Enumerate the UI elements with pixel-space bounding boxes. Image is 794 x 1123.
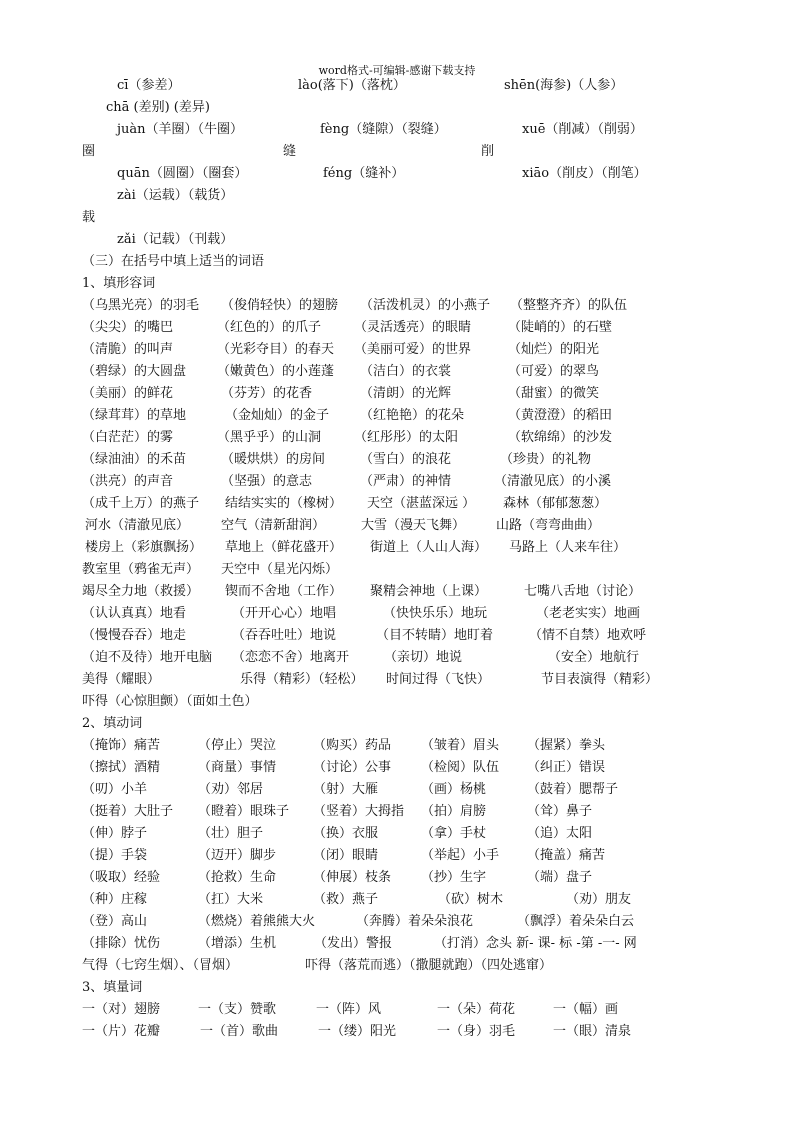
poly-text: chā (差别) (差异) xyxy=(106,100,210,115)
word-item: （举起）小手 xyxy=(421,848,500,863)
word-item: 聚精会神地（上课） xyxy=(370,584,488,599)
word-item: 一（片）花瓣 xyxy=(82,1024,161,1039)
word-item: （抢救）生命 xyxy=(198,870,277,885)
word-item: （拿）手杖 xyxy=(421,826,487,841)
word-item: （乌黑光亮）的羽毛 xyxy=(82,298,200,313)
word-item: （开开心心）地唱 xyxy=(232,606,337,621)
word-item: 山路（弯弯曲曲） xyxy=(496,518,601,533)
word-item: 天空中（星光闪烁） xyxy=(221,562,339,577)
word-item: 吓得（落荒而逃）（撒腿就跑）（四处逃窜） xyxy=(305,958,553,973)
word-item: 一（眼）清泉 xyxy=(553,1024,632,1039)
poly-text: fèng（缝隙）（裂缝） xyxy=(320,122,447,137)
page-header: word格式-可编辑-感谢下载支持 xyxy=(318,64,476,77)
word-item: （情不自禁）地欢呼 xyxy=(529,628,647,643)
word-item: （美丽可爱）的世界 xyxy=(354,342,472,357)
word-item: （换）衣服 xyxy=(313,826,379,841)
word-item: 马路上（人来车往） xyxy=(509,540,627,555)
word-item: （快快乐乐）地玩 xyxy=(383,606,488,621)
poly-char: 圈 xyxy=(82,144,96,159)
word-item: 竭尽全力地（救援） xyxy=(82,584,200,599)
word-item: （伸展）枝条 xyxy=(313,870,392,885)
word-item: 气得（七窍生烟）、（冒烟） xyxy=(82,958,239,973)
word-item: 一（首）歌曲 xyxy=(200,1024,279,1039)
word-item: （握紧）拳头 xyxy=(527,738,606,753)
word-item: 结结实实的（橡树） xyxy=(225,496,343,511)
word-item: （活泼机灵）的小燕子 xyxy=(360,298,491,313)
poly-text: shēn(海参)（人参） xyxy=(504,78,624,93)
word-item: （竖着）大拇指 xyxy=(313,804,405,819)
word-item: 七嘴八舌地（讨论） xyxy=(524,584,642,599)
word-item: （俊俏轻快）的翅膀 xyxy=(221,298,339,313)
word-item: （飘浮）着朵朵白云 xyxy=(517,914,635,929)
word-item: 大雪（漫天飞舞） xyxy=(361,518,466,533)
subsection-title: 3、填量词 xyxy=(82,980,143,995)
word-item: （软绵绵）的沙发 xyxy=(508,430,613,445)
word-item: （坚强）的意志 xyxy=(221,474,313,489)
word-item: （成千上万）的燕子 xyxy=(82,496,200,511)
poly-char: 载 xyxy=(82,210,96,225)
word-item: （发出）警报 xyxy=(314,936,393,951)
word-item: （碧绿）的大圆盘 xyxy=(82,364,187,379)
word-item: 一（支）赞歌 xyxy=(198,1002,277,1017)
word-item: （劝）朋友 xyxy=(566,892,632,907)
word-item: （红色的）的爪子 xyxy=(217,320,322,335)
word-item: （绿油油）的禾苗 xyxy=(82,452,187,467)
word-item: （老老实实）地画 xyxy=(536,606,641,621)
poly-text: juàn（羊圈）（牛圈） xyxy=(117,122,244,137)
word-item: （珍贵）的礼物 xyxy=(500,452,592,467)
word-item: （画）杨桃 xyxy=(421,782,487,797)
word-item: （擦拭）酒精 xyxy=(82,760,161,775)
word-item: （慢慢吞吞）地走 xyxy=(82,628,187,643)
word-item: （雪白）的浪花 xyxy=(360,452,452,467)
word-item: （暖烘烘）的房间 xyxy=(221,452,326,467)
word-item: 空气（清新甜润） xyxy=(221,518,326,533)
word-item: 河水（清澈见底） xyxy=(85,518,190,533)
word-item: 教室里（鸦雀无声） xyxy=(82,562,200,577)
poly-text: xiāo（削皮）（削笔） xyxy=(522,166,647,181)
word-item: （安全）地航行 xyxy=(548,650,640,665)
word-item: （白茫茫）的雾 xyxy=(82,430,174,445)
word-item: （甜蜜）的微笑 xyxy=(508,386,600,401)
word-item: （恋恋不舍）地离开 xyxy=(232,650,350,665)
word-item: （认认真真）地看 xyxy=(82,606,187,621)
word-item: （打消）念头 新- 课- 标 -第 -一- 网 xyxy=(434,936,637,951)
word-item: 锲而不舍地（工作） xyxy=(225,584,343,599)
word-item: （芬芳）的花香 xyxy=(221,386,313,401)
subsection-title: 1、填形容词 xyxy=(82,276,156,291)
word-item: （讨论）公事 xyxy=(313,760,392,775)
word-item: （美丽）的鲜花 xyxy=(82,386,174,401)
poly-text: zǎi（记载）（刊载） xyxy=(117,232,234,247)
poly-char: 削 xyxy=(481,144,495,159)
word-item: （拍）肩膀 xyxy=(421,804,487,819)
word-item: （燃烧）着熊熊大火 xyxy=(198,914,316,929)
word-item: 乐得（精彩）（轻松） xyxy=(240,672,364,687)
word-item: （吸取）经验 xyxy=(82,870,161,885)
word-item: （检阅）队伍 xyxy=(421,760,500,775)
word-item: （闭）眼睛 xyxy=(313,848,379,863)
word-item: （端）盘子 xyxy=(527,870,593,885)
word-item: 时间过得（飞快） xyxy=(386,672,491,687)
word-item: （掩饰）痛苦 xyxy=(82,738,161,753)
word-item: （增添）生机 xyxy=(198,936,277,951)
word-item: 美得（耀眼） xyxy=(82,672,161,687)
word-item: 一（朵）荷花 xyxy=(437,1002,516,1017)
word-item: 一（阵）风 xyxy=(316,1002,382,1017)
word-item: （清脆）的叫声 xyxy=(82,342,174,357)
word-item: （伸）脖子 xyxy=(82,826,148,841)
word-item: （绿茸茸）的草地 xyxy=(82,408,187,423)
subsection-title: 2、填动词 xyxy=(82,716,143,731)
word-item: （吞吞吐吐）地说 xyxy=(232,628,337,643)
word-item: （灵活透亮）的眼睛 xyxy=(354,320,472,335)
word-item: （清朗）的光辉 xyxy=(360,386,452,401)
word-item: （嫩黄色）的小莲蓬 xyxy=(217,364,335,379)
word-item: （种）庄稼 xyxy=(82,892,148,907)
poly-text: xuē（削减）（削弱） xyxy=(522,122,643,137)
word-item: （耸）鼻子 xyxy=(527,804,593,819)
word-item: （黄澄澄）的稻田 xyxy=(508,408,613,423)
word-item: （停止）哭泣 xyxy=(198,738,277,753)
word-item: （抄）生字 xyxy=(421,870,487,885)
section-title: （三）在括号中填上适当的词语 xyxy=(82,254,265,269)
word-item: （可爱）的翠鸟 xyxy=(508,364,600,379)
word-item: （登）高山 xyxy=(82,914,148,929)
word-item: 一（身）羽毛 xyxy=(437,1024,516,1039)
word-item: （瞪着）眼珠子 xyxy=(198,804,290,819)
word-item: 一（幅）画 xyxy=(553,1002,619,1017)
poly-char: 缝 xyxy=(283,144,297,159)
poly-text: cī（参差） xyxy=(117,78,181,93)
word-item: （排除）忧伤 xyxy=(82,936,161,951)
word-item: （纠正）错误 xyxy=(527,760,606,775)
word-item: （救）燕子 xyxy=(313,892,379,907)
word-item: （黑乎乎）的山洞 xyxy=(217,430,322,445)
word-item: （洪亮）的声音 xyxy=(82,474,174,489)
word-item: （严肃）的神情 xyxy=(360,474,452,489)
poly-text: zài（运载）（载货） xyxy=(117,188,234,203)
word-item: 节目表演得（精彩） xyxy=(541,672,659,687)
word-item: （光彩夺目）的春天 xyxy=(217,342,335,357)
poly-text: lào(落下)（落枕） xyxy=(298,78,406,93)
poly-text: quān（圆圈）（圈套） xyxy=(117,166,248,181)
word-item: （红艳艳）的花朵 xyxy=(360,408,465,423)
word-item: （奔腾）着朵朵浪花 xyxy=(356,914,474,929)
word-item: （商量）事情 xyxy=(198,760,277,775)
word-item: 楼房上（彩旗飘扬） xyxy=(85,540,203,555)
word-item: （亲切）地说 xyxy=(384,650,463,665)
word-item: 街道上（人山人海） xyxy=(370,540,488,555)
word-item: 草地上（鲜花盛开） xyxy=(225,540,343,555)
word-item: （清澈见底）的小溪 xyxy=(494,474,612,489)
word-item: （鼓着）腮帮子 xyxy=(527,782,619,797)
word-item: （劝）邻居 xyxy=(198,782,264,797)
word-item: （尖尖）的嘴巴 xyxy=(82,320,174,335)
word-item: 吓得（心惊胆颤）（面如土色） xyxy=(82,694,258,709)
word-item: （追）太阳 xyxy=(527,826,593,841)
word-item: （掩盖）痛苦 xyxy=(527,848,606,863)
word-item: （扛）大米 xyxy=(198,892,264,907)
word-item: 一（对）翅膀 xyxy=(82,1002,161,1017)
word-item: 一（缕）阳光 xyxy=(318,1024,397,1039)
word-item: （陡峭的）的石壁 xyxy=(508,320,613,335)
word-item: （迈开）脚步 xyxy=(198,848,277,863)
word-item: （射）大雁 xyxy=(313,782,379,797)
word-item: （挺着）大肚子 xyxy=(82,804,174,819)
word-item: （壮）胆子 xyxy=(198,826,264,841)
word-item: （金灿灿）的金子 xyxy=(225,408,330,423)
poly-text: féng（缝补） xyxy=(323,166,405,181)
word-item: （整整齐齐）的队伍 xyxy=(510,298,628,313)
word-item: （皱着）眉头 xyxy=(421,738,500,753)
word-item: （红彤彤）的太阳 xyxy=(354,430,459,445)
word-item: 天空（湛蓝深远 ） xyxy=(367,496,476,511)
word-item: （购买）药品 xyxy=(313,738,392,753)
word-item: （目不转睛）地盯着 xyxy=(376,628,494,643)
word-item: 森林（郁郁葱葱） xyxy=(503,496,608,511)
word-item: （迫不及待）地开电脑 xyxy=(82,650,213,665)
word-item: （提）手袋 xyxy=(82,848,148,863)
word-item: （灿烂）的阳光 xyxy=(508,342,600,357)
word-item: （叨）小羊 xyxy=(82,782,148,797)
word-item: （砍）树木 xyxy=(438,892,504,907)
word-item: （洁白）的衣裳 xyxy=(360,364,452,379)
